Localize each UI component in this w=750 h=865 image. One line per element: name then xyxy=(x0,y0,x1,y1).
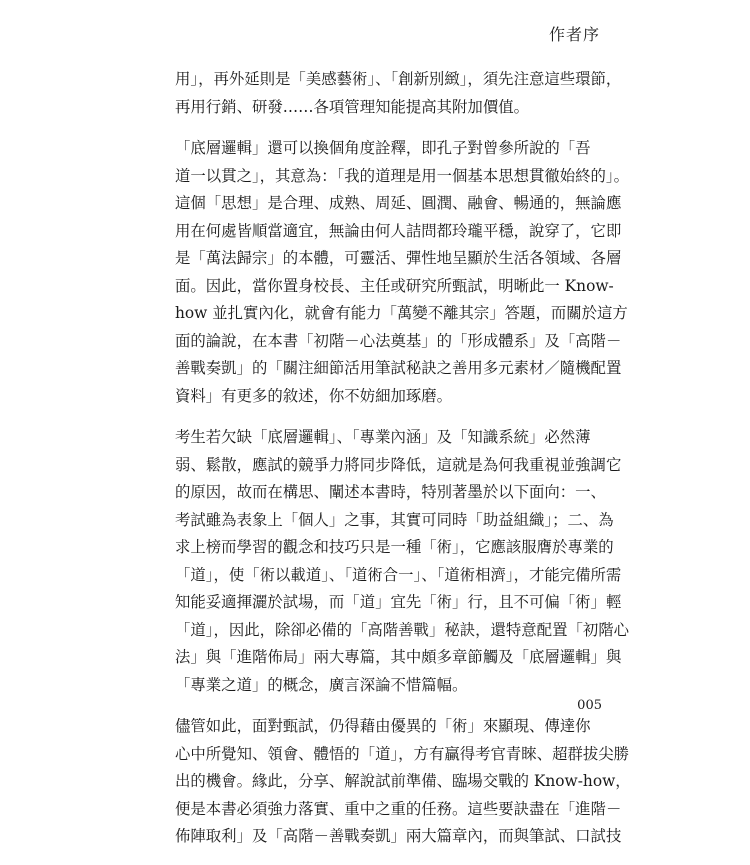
paragraph xyxy=(175,424,630,699)
text-line: how 並扎實內化，就會有能力「萬變不離其宗」答題，而關於這方 xyxy=(175,304,628,322)
text-line: 便是本書必須強力落實、重中之重的任務。這些要訣盡在「進階－ xyxy=(175,799,622,818)
text-line: 資料」有更多的敘述，你不妨細加琢磨。 xyxy=(175,386,453,405)
text-line: 用在何處皆順當適宜，無論由何人詰問都玲瓏平穩，說穿了，它即 xyxy=(175,221,622,240)
text-line: 考生若欠缺「底層邏輯」、「專業內涵」及「知識系統」必然薄 xyxy=(175,428,591,446)
text-line: 善戰奏凱」的「關注細節活用筆試秘訣之善用多元素材／隨機配置 xyxy=(175,359,622,377)
paragraph xyxy=(175,66,622,121)
text-line: 「底層邏輯」還可以換個角度詮釋，即孔子對曾參所說的「吾 xyxy=(175,139,591,157)
text-line: 佈陣取利」及「高階－善戰奏凱」兩大篇章內，而與筆試、口試技 xyxy=(175,827,622,845)
text-line: 再用行銷、研發……各項管理知能提高其附加價值。 xyxy=(175,97,529,116)
text-line: 「道」，使「術以載道」、「道術合一」、「道術相濟」，才能完備所需 xyxy=(175,565,622,584)
text-line: 求上榜而學習的觀念和技巧只是一種「術」，它應該服膺於專業的 xyxy=(175,538,614,556)
page-number: 005 xyxy=(577,698,602,713)
text-line: 心中所覺知、領會、體悟的「道」，方有贏得考官青睞、超群拔尖勝 xyxy=(175,744,630,763)
text-line: 法」與「進階佈局」兩大專篇，其中頗多章節觸及「底層邏輯」與 xyxy=(175,648,622,666)
text-line: 儘管如此，面對甄試，仍得藉由優異的「術」來顯現、傳達你 xyxy=(175,717,591,735)
text-line: 考試雖為表象上「個人」之事，其實可同時「助益組織」；二、為 xyxy=(175,510,614,529)
text-line: 弱、鬆散，應試的競爭力將同步降低，這就是為何我重視並強調它 xyxy=(175,455,622,474)
paragraph xyxy=(175,713,631,851)
text-line: 面。因此，當你置身校長、主任或研究所甄試，明晰此一 Know- xyxy=(175,276,614,295)
text-line: 用」，再外延則是「美感藝術」、「創新別緻」，須先注意這些環節， xyxy=(175,70,622,88)
text-line: 的原因，故而在構思、闡述本書時，特別著墨於以下面向：一、 xyxy=(175,483,606,501)
text-line: 「專業之道」的概念，廣言深論不惜篇幅。 xyxy=(175,675,468,694)
text-line: 知能妥適揮灑於試場，而「道」宜先「術」行，且不可偏「術」輕 xyxy=(175,593,622,611)
text-line: 是「萬法歸宗」的本體，可靈活、彈性地呈顯於生活各領域、各層 xyxy=(175,249,622,267)
text-line: 面的論說，在本書「初階－心法奠基」的「形成體系」及「高階－ xyxy=(175,331,622,350)
text-line: 「道」，因此，除卻必備的「高階善戰」秘訣，還特意配置「初階心 xyxy=(175,620,630,639)
text-line: 出的機會。緣此，分享、解說試前準備、臨場交戰的 Know-how， xyxy=(175,772,631,790)
running-header: 作者序 xyxy=(548,25,600,44)
text-line: 這個「思想」是合理、成熟、周延、圓潤、融會、暢通的，無論應 xyxy=(175,194,622,212)
paragraph xyxy=(175,135,630,410)
text-line: 道一以貫之」，其意為：「我的道理是用一個基本思想貫徹始終的」。 xyxy=(175,166,630,185)
